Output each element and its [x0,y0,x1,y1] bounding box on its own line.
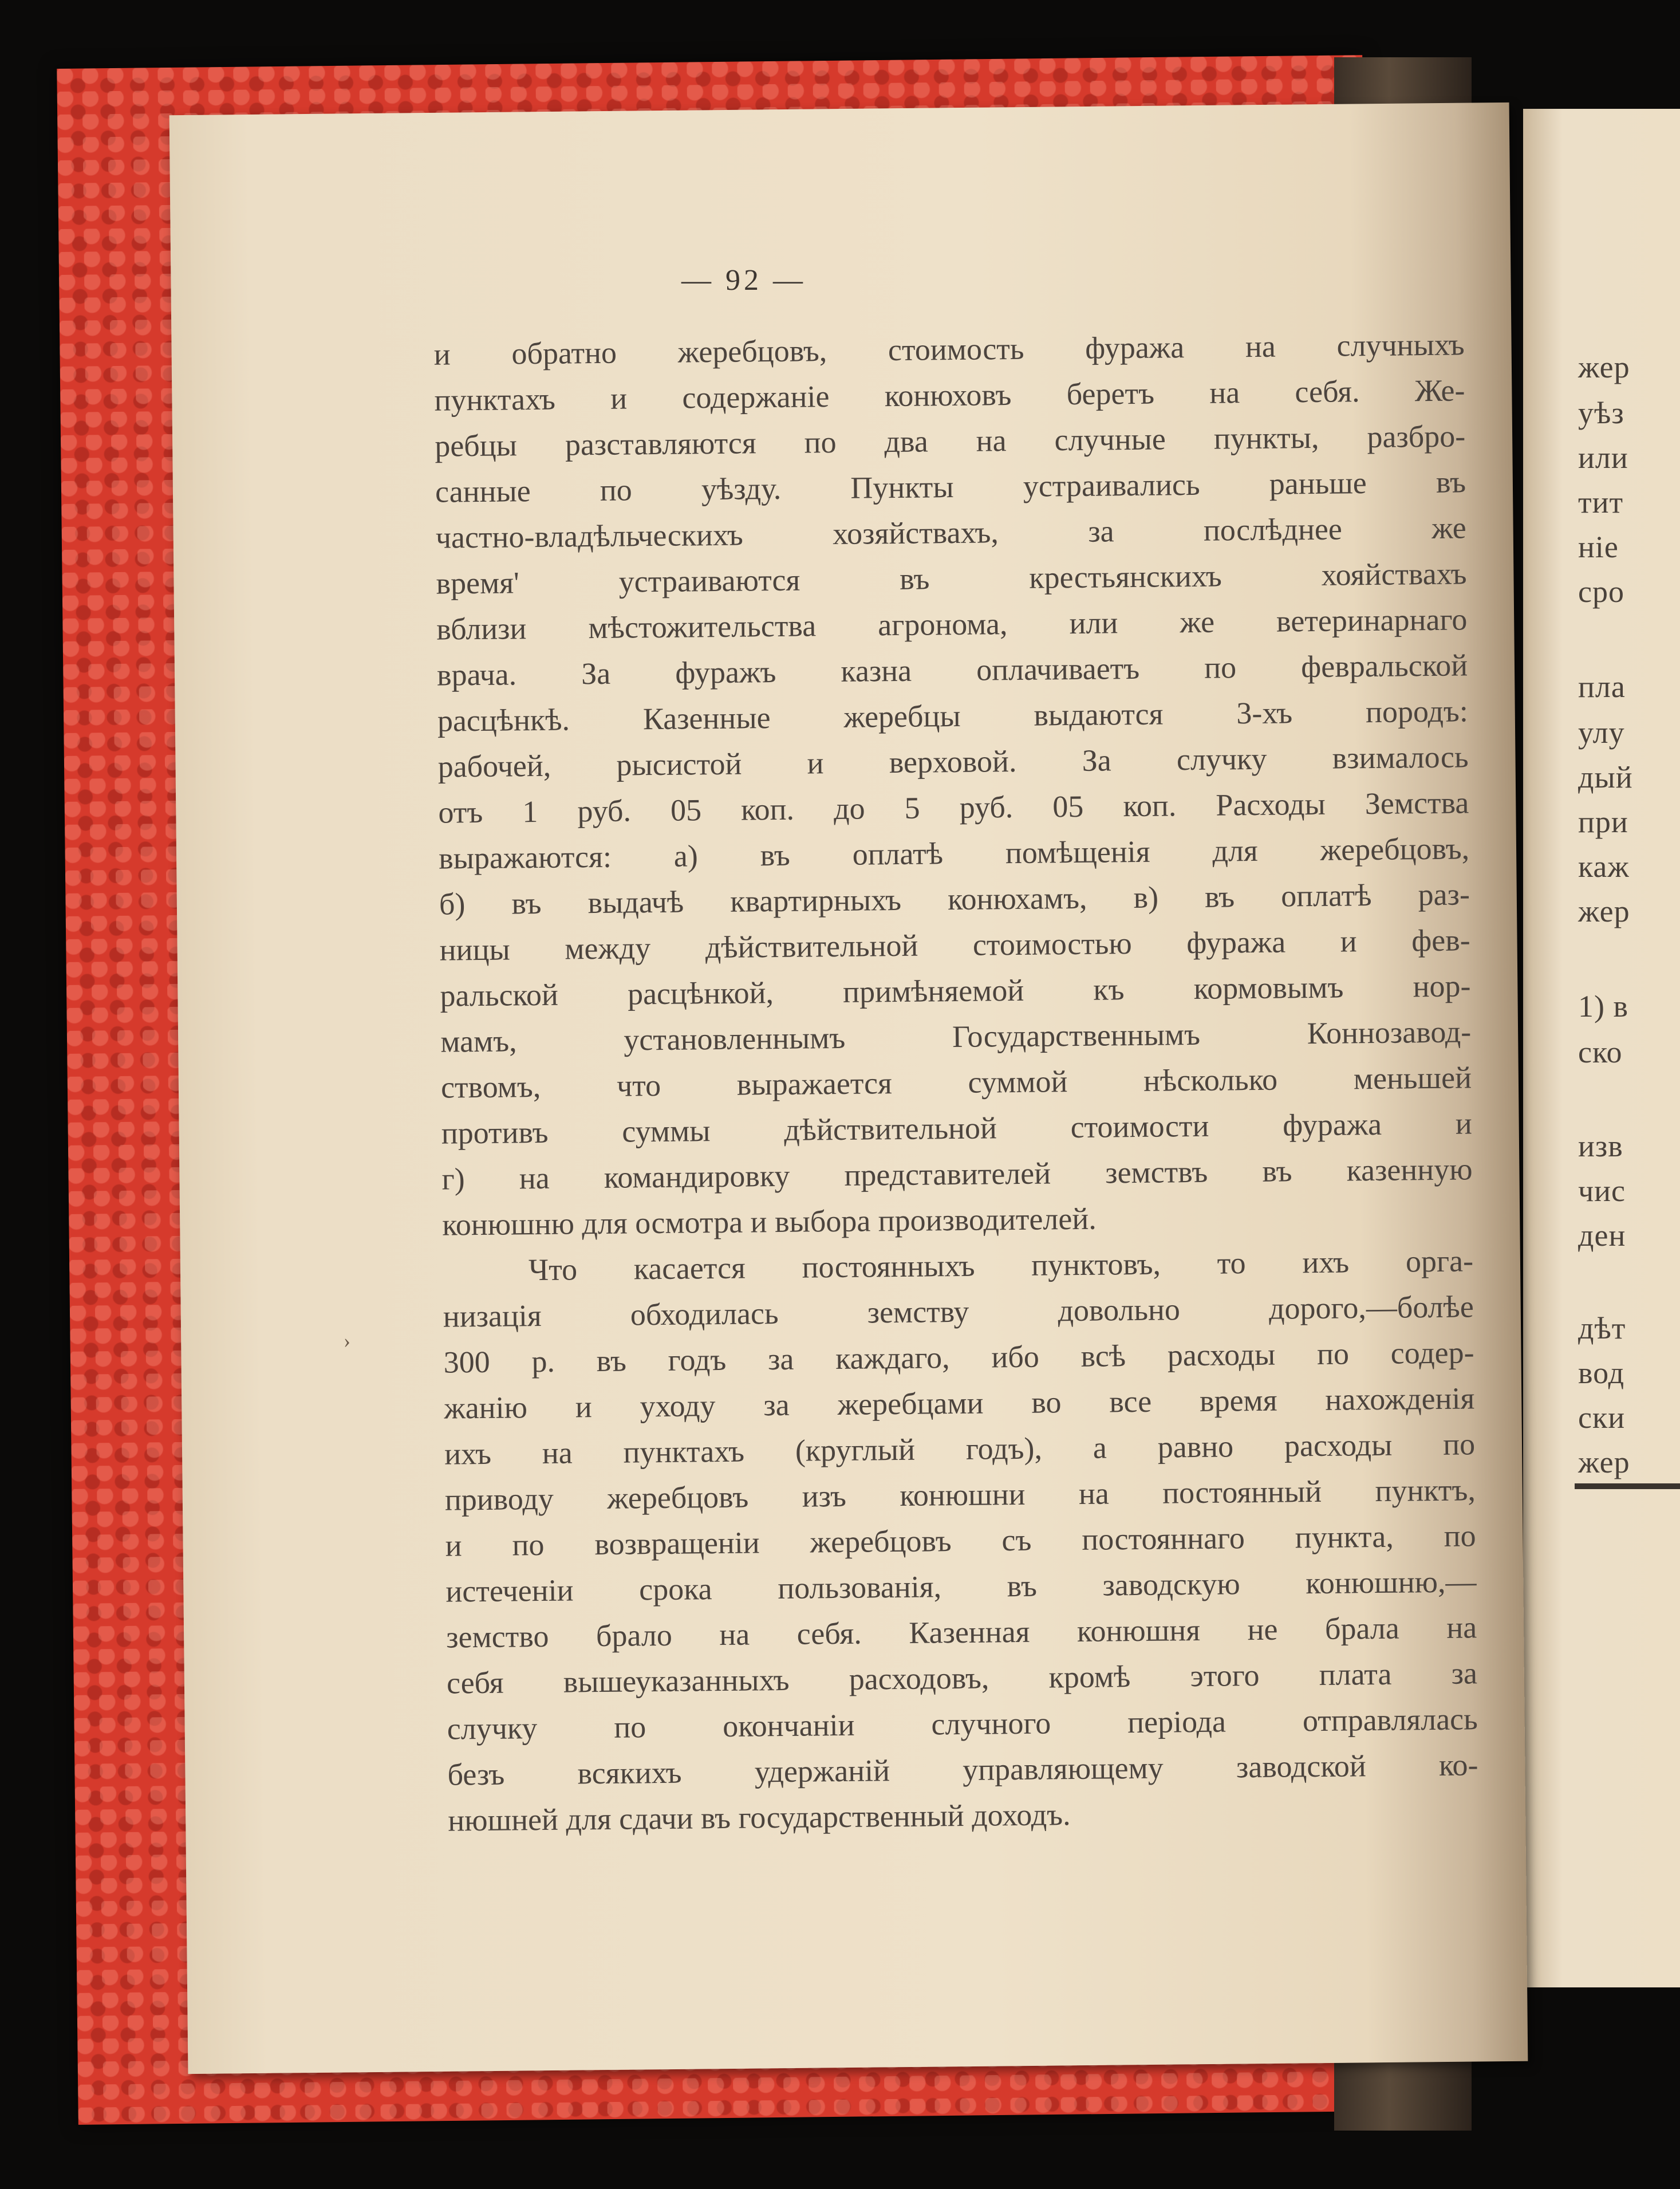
facing-fragment: дый [1578,760,1633,794]
facing-fragment: жер [1578,1445,1630,1479]
facing-fragment: улу [1578,715,1625,750]
facing-fragment: жер [1578,350,1630,384]
facing-fragment: чис [1578,1174,1626,1208]
text-line: ихъ на пунктахъ (круглый годъ), а равно расходы по [444,1427,1476,1471]
facing-fragment: тит [1578,485,1624,519]
text-line: конюшню для осмотра и выбора производителей. [442,1201,1097,1242]
text-line: санные по уѣзду. Пункты устраивались раньше въ [435,464,1466,509]
facing-fragment: сро [1578,574,1624,609]
text-line: ральской расцѣнкой, примѣняемой къ кормовымъ нор- [440,968,1471,1013]
text-line: низація обходилась земству довольно дорого,—болѣе [443,1289,1474,1334]
facing-fragment: ски [1578,1400,1626,1435]
text-line: и обратно жеребцовъ, стоимость фуража на случныхъ [433,327,1465,372]
table-rule [1575,1483,1680,1489]
text-line: нюшней для сдачи въ государственный доходъ. [448,1797,1071,1838]
facing-fragment: каж [1578,849,1630,884]
facing-fragment: вод [1578,1356,1625,1390]
text-line: г) на командировку представителей земствъ въ казенную [441,1152,1473,1196]
facing-fragment: жер [1578,894,1630,928]
facing-fragment: ден [1578,1218,1626,1253]
page-number: — 92 — [681,264,806,297]
facing-fragment: пла [1578,670,1626,704]
text-line: 300 р. въ годъ за каждаго, ибо всѣ расходы по содер- [443,1335,1474,1380]
text-line: и по возвращеніи жеребцовъ съ постояннаго пункта, по [445,1518,1476,1563]
text-line: истеченіи срока пользованія, въ заводскую конюшню,— [445,1564,1477,1609]
text-line: б) въ выдачѣ квартирныхъ конюхамъ, в) въ оплатѣ раз- [439,877,1470,922]
text-line: рабочей, рысистой и верховой. За случку взималось [437,739,1469,784]
facing-page [1523,109,1680,1987]
text-line: себя вышеуказанныхъ расходовъ, кромѣ этого плата за [446,1656,1478,1700]
text-line: ницы между дѣйствительной стоимостью фуража и фев- [439,923,1470,967]
facing-fragment: изв [1578,1129,1623,1163]
text-line: безъ всякихъ удержаній управляющему заводской ко- [447,1747,1478,1792]
text-line: вблизи мѣстожительства агронома, или же ветеринарнаго [436,602,1468,647]
text-line: ствомъ, что выражается суммой нѣсколько меньшей [440,1060,1472,1105]
text-line: случку по окончаніи случного періода отправлялась [447,1702,1478,1746]
text-line: расцѣнкѣ. Казенные жеребцы выдаются 3-хъ породъ: [437,694,1469,738]
text-line: врача. За фуражъ казна оплачиваетъ по февральской [436,648,1468,692]
facing-fragment: ніе [1578,530,1619,564]
facing-fragment: уѣз [1578,396,1624,430]
text-line: время' устраиваются въ крестьянскихъ хояйствахъ [436,556,1467,601]
facing-fragment: 1) в [1578,989,1628,1023]
facing-fragment: при [1578,805,1628,839]
margin-mark: › [344,1329,350,1352]
text-line: приводу жеребцовъ изъ конюшни на постоянный пунктъ, [444,1473,1476,1517]
facing-fragment: ско [1578,1035,1623,1069]
facing-fragment: или [1578,440,1628,475]
text-line: мамъ, установленнымъ Государственнымъ Коннозавод- [440,1014,1472,1059]
text-line: земство брало на себя. Казенная конюшня не брала на [445,1610,1477,1655]
text-line: отъ 1 руб. 05 коп. до 5 руб. 05 коп. Расходы Земства [438,785,1469,830]
text-line: Что касается постоянныхъ пунктовъ, то ихъ орга- [528,1243,1474,1288]
text-line: выражаются: а) въ оплатѣ помѣщенія для жеребцовъ, [438,831,1470,876]
text-line: частно-владѣльческихъ хозяйствахъ, за послѣднее же [435,510,1467,555]
page-text [433,321,1478,1843]
text-line: ребцы разставляются по два на случные пункты, разбро- [435,419,1466,463]
text-line: противъ суммы дѣйствительной стоимости фуража и [441,1106,1473,1151]
text-line: жанію и уходу за жеребцами во все время нахожденія [444,1381,1475,1426]
text-line: пунктахъ и содержаніе конюховъ беретъ на себя. Же- [434,373,1465,418]
facing-fragment: дѣт [1578,1311,1626,1345]
